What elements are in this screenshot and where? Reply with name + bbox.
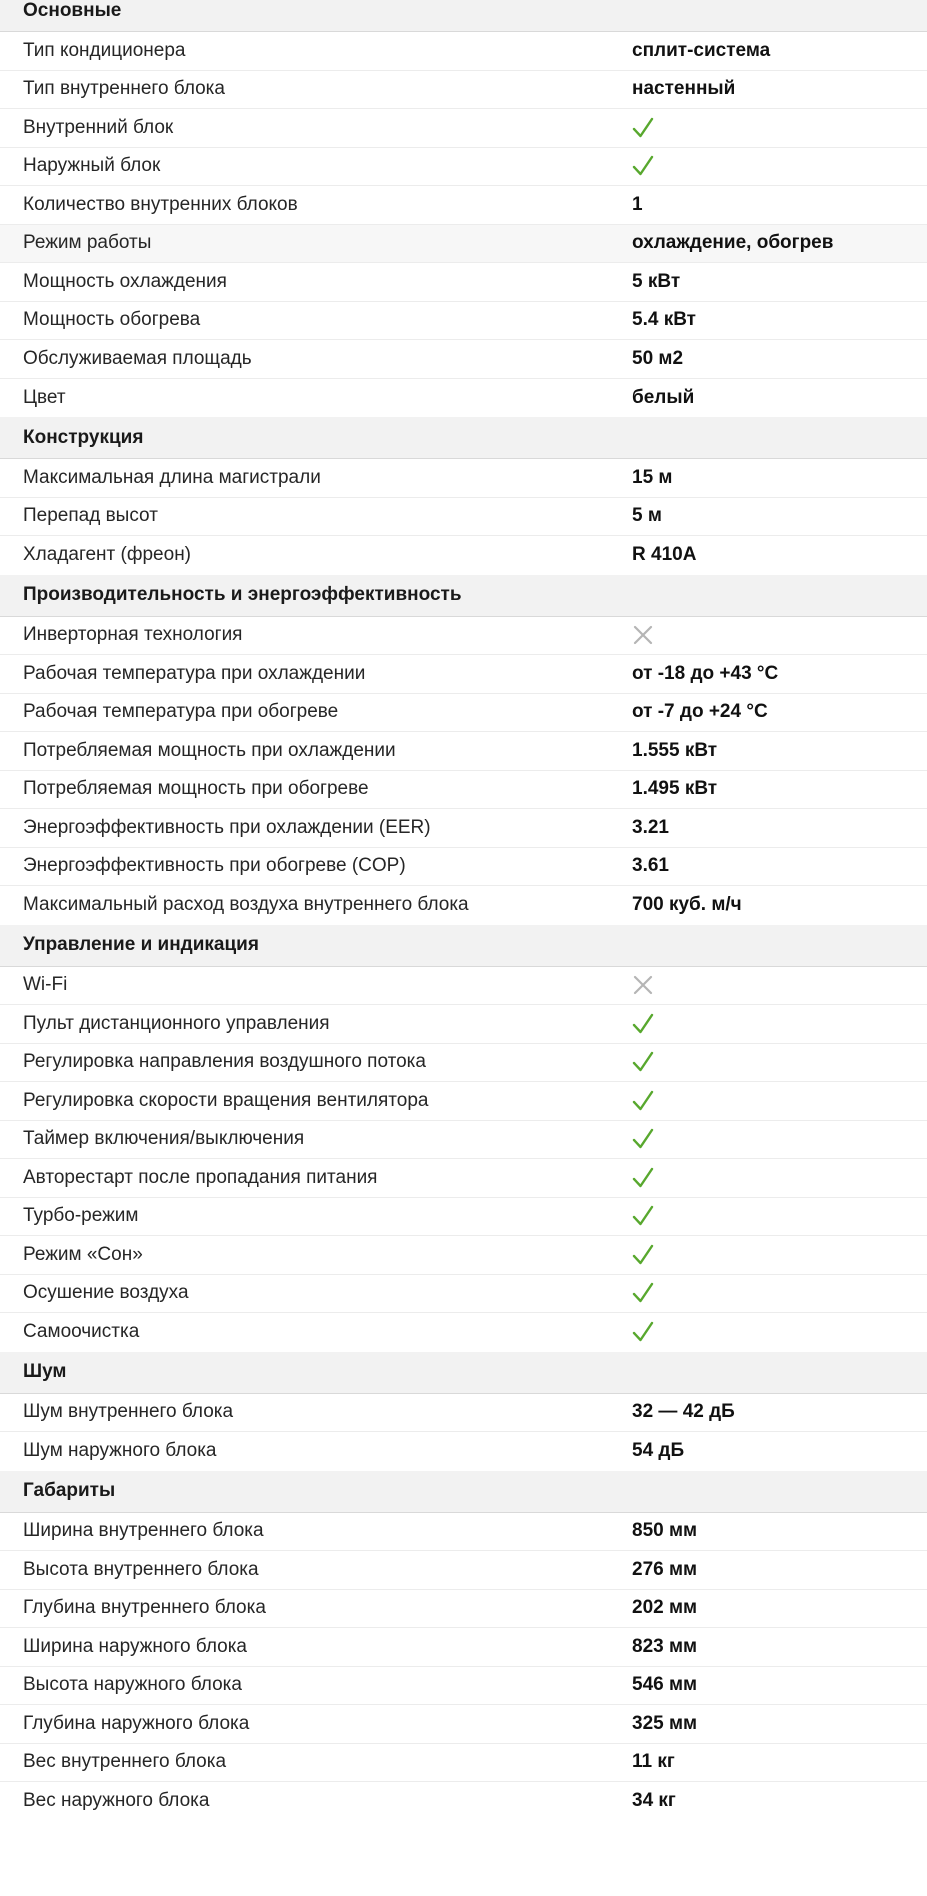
spec-label: Энергоэффективность при обогреве (COP)	[23, 855, 406, 877]
spec-value: 32 — 42 дБ	[632, 1401, 735, 1423]
spec-label: Шум наружного блока	[23, 1440, 217, 1462]
spec-label: Максимальная длина магистрали	[23, 466, 321, 488]
spec-row	[0, 1275, 927, 1314]
check-icon	[632, 117, 654, 139]
spec-value: 1	[632, 193, 643, 215]
spec-row	[0, 1513, 927, 1552]
spec-label: Наружный блок	[23, 155, 161, 177]
spec-label: Вес наружного блока	[23, 1790, 210, 1812]
spec-row	[0, 1551, 927, 1590]
spec-label: Регулировка направления воздушного потока	[23, 1051, 426, 1073]
spec-row	[0, 809, 927, 848]
spec-label: Ширина наружного блока	[23, 1635, 247, 1657]
spec-label: Шум внутреннего блока	[23, 1401, 234, 1423]
check-icon	[632, 1090, 654, 1112]
check-icon	[632, 1321, 654, 1343]
spec-value: от -18 до +43 °C	[632, 662, 779, 684]
spec-row	[0, 148, 927, 187]
spec-value: 1.555 кВт	[632, 739, 718, 761]
spec-label: Ширина внутреннего блока	[23, 1520, 264, 1542]
spec-label: Перепад высот	[23, 505, 158, 527]
spec-label: Потребляемая мощность при охлаждении	[23, 739, 396, 761]
spec-label: Глубина наружного блока	[23, 1712, 250, 1734]
spec-row	[0, 967, 927, 1006]
spec-row	[0, 1159, 927, 1198]
spec-label: Режим работы	[23, 232, 152, 254]
spec-row	[0, 1590, 927, 1629]
spec-row	[0, 848, 927, 887]
spec-value: 11 кг	[632, 1751, 675, 1773]
spec-value: 202 мм	[632, 1597, 698, 1619]
section-title: Основные	[0, 0, 927, 32]
spec-label: Регулировка скорости вращения вентилятора	[23, 1089, 429, 1111]
spec-row	[0, 1313, 927, 1352]
spec-row	[0, 1005, 927, 1044]
spec-row	[0, 225, 927, 264]
spec-value: настенный	[632, 78, 736, 100]
spec-value: 50 м2	[632, 347, 684, 369]
spec-label: Пульт дистанционного управления	[23, 1012, 330, 1034]
spec-label: Осушение воздуха	[23, 1282, 189, 1304]
spec-label: Рабочая температура при охлаждении	[23, 662, 366, 684]
spec-value: R 410A	[632, 544, 697, 566]
spec-label: Самоочистка	[23, 1321, 140, 1343]
spec-label: Внутренний блок	[23, 116, 174, 138]
spec-row	[0, 1044, 927, 1083]
section-title: Конструкция	[0, 417, 927, 459]
spec-value: 276 мм	[632, 1558, 698, 1580]
section-title: Габариты	[0, 1471, 927, 1513]
spec-label: Wi-Fi	[23, 974, 68, 996]
spec-row	[0, 886, 927, 925]
spec-value: 325 мм	[632, 1712, 698, 1734]
check-icon	[632, 1244, 654, 1266]
spec-row	[0, 732, 927, 771]
spec-row	[0, 1394, 927, 1433]
spec-label: Мощность охлаждения	[23, 270, 227, 292]
spec-value: 850 мм	[632, 1520, 698, 1542]
spec-label: Рабочая температура при обогреве	[23, 701, 339, 723]
spec-label: Энергоэффективность при охлаждении (EER)	[23, 816, 431, 838]
check-icon	[632, 1205, 654, 1227]
spec-value: 5.4 кВт	[632, 309, 696, 331]
spec-value: 546 мм	[632, 1674, 698, 1696]
spec-value: 54 дБ	[632, 1440, 685, 1462]
spec-value: 15 м	[632, 466, 673, 488]
spec-row	[0, 1667, 927, 1706]
spec-label: Инверторная технология	[23, 624, 243, 646]
cross-icon	[632, 974, 654, 996]
spec-label: Тип внутреннего блока	[23, 78, 225, 100]
spec-value: 5 кВт	[632, 270, 681, 292]
spec-value: сплит-система	[632, 39, 771, 61]
section-title: Шум	[0, 1352, 927, 1394]
check-icon	[632, 1013, 654, 1035]
spec-row	[0, 109, 927, 148]
spec-row	[0, 1198, 927, 1237]
spec-row	[0, 694, 927, 733]
spec-label: Тип кондиционера	[23, 39, 186, 61]
spec-row	[0, 1121, 927, 1160]
spec-row	[0, 186, 927, 225]
spec-row	[0, 263, 927, 302]
spec-label: Максимальный расход воздуха внутреннего блока	[23, 894, 469, 916]
spec-row	[0, 1082, 927, 1121]
check-icon	[632, 155, 654, 177]
spec-value: белый	[632, 386, 695, 408]
spec-row	[0, 302, 927, 341]
spec-value: 1.495 кВт	[632, 778, 718, 800]
spec-value: 3.61	[632, 855, 669, 877]
spec-row	[0, 1744, 927, 1783]
spec-row	[0, 1236, 927, 1275]
spec-label: Режим «Сон»	[23, 1243, 143, 1265]
spec-row	[0, 1432, 927, 1471]
spec-row	[0, 1782, 927, 1821]
spec-row	[0, 459, 927, 498]
check-icon	[632, 1167, 654, 1189]
spec-label: Вес внутреннего блока	[23, 1751, 227, 1773]
spec-label: Авторестарт после пропадания питания	[23, 1166, 378, 1188]
spec-row	[0, 498, 927, 537]
spec-row	[0, 536, 927, 575]
spec-label: Турбо-режим	[23, 1205, 139, 1227]
spec-label: Высота наружного блока	[23, 1674, 242, 1696]
spec-row	[0, 379, 927, 418]
spec-label: Потребляемая мощность при обогреве	[23, 778, 369, 800]
check-icon	[632, 1051, 654, 1073]
check-icon	[632, 1282, 654, 1304]
spec-label: Цвет	[23, 386, 66, 408]
spec-row	[0, 32, 927, 71]
spec-label: Хладагент (фреон)	[23, 544, 192, 566]
spec-label: Глубина внутреннего блока	[23, 1597, 266, 1619]
spec-label: Обслуживаемая площадь	[23, 347, 252, 369]
spec-row	[0, 1628, 927, 1667]
spec-value: охлаждение, обогрев	[632, 232, 834, 254]
spec-row	[0, 617, 927, 656]
spec-row	[0, 1705, 927, 1744]
cross-icon	[632, 624, 654, 646]
spec-label: Таймер включения/выключения	[23, 1128, 305, 1150]
spec-row	[0, 771, 927, 810]
spec-value: от -7 до +24 °C	[632, 701, 768, 723]
spec-label: Количество внутренних блоков	[23, 193, 298, 215]
section-title: Управление и индикация	[0, 925, 927, 967]
spec-label: Высота внутреннего блока	[23, 1558, 259, 1580]
spec-label: Мощность обогрева	[23, 309, 201, 331]
spec-value: 34 кг	[632, 1790, 676, 1812]
check-icon	[632, 1128, 654, 1150]
spec-value: 3.21	[632, 816, 669, 838]
spec-row	[0, 71, 927, 110]
spec-value: 5 м	[632, 505, 662, 527]
spec-value: 823 мм	[632, 1635, 698, 1657]
spec-row	[0, 655, 927, 694]
section-title: Производительность и энергоэффективность	[0, 575, 927, 617]
spec-value: 700 куб. м/ч	[632, 894, 742, 916]
spec-row	[0, 340, 927, 379]
